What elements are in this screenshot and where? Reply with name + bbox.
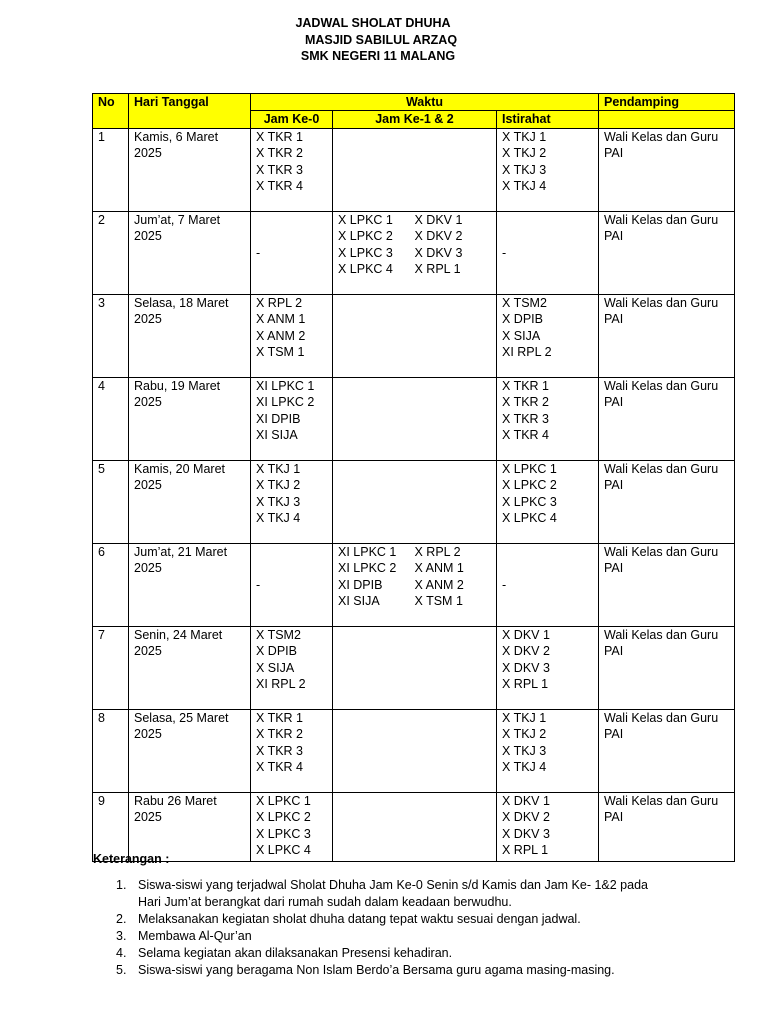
date-line: 2025 xyxy=(134,727,162,742)
cell-jam-ke-1-2 xyxy=(333,211,497,294)
class-line: X ANM 2 xyxy=(414,577,464,592)
cell-pendamping xyxy=(599,792,735,861)
pendamping-line: Wali Kelas dan Guru xyxy=(604,212,719,227)
cell-jam-ke-1-2 xyxy=(333,460,497,543)
date-line: Jum’at, 7 Maret xyxy=(134,212,221,227)
cell-istirahat: - xyxy=(497,543,599,626)
cell-istirahat: - xyxy=(497,211,599,294)
class-line: X TKR 4 xyxy=(502,428,550,443)
header-hari-tanggal: Hari Tanggal xyxy=(129,94,251,129)
class-line: X DKV 2 xyxy=(502,810,550,825)
cell-jam-ke-1-2 xyxy=(333,792,497,861)
cell-jam-ke-0 xyxy=(251,792,333,861)
class-line: X DKV 1 xyxy=(502,793,550,808)
class-line: XI LPKC 2 xyxy=(338,561,397,576)
class-line: X TKR 2 xyxy=(502,395,550,410)
class-line: X TKR 4 xyxy=(256,179,304,194)
class-line: XI RPL 2 xyxy=(502,345,552,360)
class-line: X TKR 3 xyxy=(256,743,304,758)
cell-hari-tanggal xyxy=(129,460,251,543)
class-line: X LPKC 3 xyxy=(338,245,393,260)
table-row xyxy=(93,128,735,211)
class-line: X LPKC 2 xyxy=(338,229,393,244)
class-line: X DKV 1 xyxy=(414,212,463,227)
cell-jam-ke-1-2 xyxy=(333,709,497,792)
class-line: X LPKC 2 xyxy=(256,810,311,825)
table-row xyxy=(93,211,735,294)
class-line: X TKR 1 xyxy=(256,129,304,144)
class-line: X TKR 1 xyxy=(256,710,304,725)
class-line: X LPKC 3 xyxy=(256,826,311,841)
date-line: Jum’at, 21 Maret xyxy=(134,544,228,559)
note-text: Hari Jum’at berangkat dari rumah sudah dalam keadaan berwudhu. xyxy=(138,895,512,909)
cell-istirahat xyxy=(497,377,599,460)
cell-jam-ke-0: - xyxy=(251,543,333,626)
cell-hari-tanggal xyxy=(129,626,251,709)
pendamping-line: Wali Kelas dan Guru xyxy=(604,378,719,393)
cell-jam-ke-0 xyxy=(251,128,333,211)
class-line: XI LPKC 1 xyxy=(338,544,397,559)
class-line: X DKV 3 xyxy=(502,660,550,675)
table-row xyxy=(93,709,735,792)
header-no: No xyxy=(93,94,129,129)
title-line-3: SMK NEGERI 11 MALANG xyxy=(300,49,456,63)
keterangan-title: Keterangan : xyxy=(93,852,170,866)
class-line: X DKV 2 xyxy=(502,644,550,659)
class-line: X SIJA xyxy=(256,660,295,675)
cell-hari-tanggal xyxy=(129,128,251,211)
cell-pendamping xyxy=(599,128,735,211)
date-line: 2025 xyxy=(134,146,162,161)
note-item xyxy=(116,962,768,979)
cell-jam-ke-1-2 xyxy=(333,543,497,626)
cell-no: 7 xyxy=(93,626,129,709)
class-line: X RPL 2 xyxy=(256,295,303,310)
class-line: XI RPL 2 xyxy=(256,677,306,692)
class-line: X LPKC 4 xyxy=(256,843,311,858)
cell-no: 5 xyxy=(93,460,129,543)
pendamping-line: PAI xyxy=(604,561,624,576)
class-line: X TKR 4 xyxy=(256,760,304,775)
pendamping-line: PAI xyxy=(604,727,624,742)
class-line: X ANM 2 xyxy=(256,328,306,343)
class-line: X ANM 1 xyxy=(414,561,464,576)
class-line: X TKJ 4 xyxy=(502,760,547,775)
table-row xyxy=(93,377,735,460)
cell-istirahat xyxy=(497,626,599,709)
header-pendamping: Pendamping xyxy=(599,94,735,111)
class-line: XI SIJA xyxy=(256,428,298,443)
notes-list xyxy=(93,871,768,979)
cell-no: 1 xyxy=(93,128,129,211)
class-line: X TKJ 1 xyxy=(256,461,301,476)
pendamping-line: Wali Kelas dan Guru xyxy=(604,129,719,144)
class-line: XI LPKC 2 xyxy=(256,395,315,410)
class-line: X LPKC 4 xyxy=(502,511,557,526)
note-number: 2. xyxy=(116,912,127,926)
table-row xyxy=(93,294,735,377)
date-line: 2025 xyxy=(134,229,162,244)
cell-istirahat xyxy=(497,294,599,377)
note-number: 4. xyxy=(116,946,127,960)
date-line: 2025 xyxy=(134,561,162,576)
pendamping-line: Wali Kelas dan Guru xyxy=(604,544,719,559)
cell-jam-ke-0 xyxy=(251,294,333,377)
cell-jam-ke-1-2 xyxy=(333,626,497,709)
cell-hari-tanggal xyxy=(129,377,251,460)
table-row xyxy=(93,626,735,709)
class-line: X RPL 1 xyxy=(414,262,461,277)
class-line: X TSM 1 xyxy=(414,594,463,609)
jam-1-2-column-b xyxy=(415,212,492,278)
class-line: X LPKC 3 xyxy=(502,494,557,509)
cell-jam-ke-1-2 xyxy=(333,377,497,460)
table-row xyxy=(93,792,735,861)
note-number: 3. xyxy=(116,929,127,943)
note-text: Selama kegiatan akan dilaksanakan Presensi kehadiran. xyxy=(138,946,453,960)
cell-hari-tanggal xyxy=(129,211,251,294)
class-line: X TKJ 1 xyxy=(502,710,547,725)
class-line: XI SIJA xyxy=(338,594,380,609)
jam-1-2-column-a xyxy=(338,544,415,610)
pendamping-line: PAI xyxy=(604,810,624,825)
class-line: XI DPIB xyxy=(256,411,301,426)
class-line: X DKV 2 xyxy=(414,229,463,244)
title-line-1: JADWAL SHOLAT DHUHA xyxy=(295,16,451,30)
jam-1-2-column-b xyxy=(415,544,492,610)
class-line: X DKV 3 xyxy=(502,826,550,841)
cell-jam-ke-0: - xyxy=(251,211,333,294)
cell-no: 6 xyxy=(93,543,129,626)
class-line: X ANM 1 xyxy=(256,312,306,327)
class-line: X TKR 2 xyxy=(256,727,304,742)
cell-hari-tanggal xyxy=(129,709,251,792)
pendamping-line: PAI xyxy=(604,229,624,244)
date-line: Selasa, 18 Maret xyxy=(134,295,229,310)
class-line: X RPL 1 xyxy=(502,843,549,858)
class-line: X LPKC 1 xyxy=(338,212,393,227)
cell-istirahat xyxy=(497,792,599,861)
date-line: Rabu 26 Maret xyxy=(134,793,217,808)
cell-jam-ke-1-2 xyxy=(333,128,497,211)
note-item xyxy=(116,911,768,928)
class-line: X LPKC 2 xyxy=(502,478,557,493)
class-line: X TKR 3 xyxy=(502,411,550,426)
note-number: 5. xyxy=(116,963,127,977)
class-line: X TSM2 xyxy=(256,627,301,642)
header-jam-ke-1-2: Jam Ke-1 & 2 xyxy=(333,111,497,128)
date-line: Rabu, 19 Maret xyxy=(134,378,221,393)
date-line: 2025 xyxy=(134,395,162,410)
class-line: XI DPIB xyxy=(338,577,383,592)
note-item xyxy=(116,928,768,945)
pendamping-line: PAI xyxy=(604,644,624,659)
cell-pendamping xyxy=(599,543,735,626)
cell-pendamping xyxy=(599,626,735,709)
pendamping-line: PAI xyxy=(604,478,624,493)
cell-jam-ke-1-2 xyxy=(333,294,497,377)
cell-jam-ke-0 xyxy=(251,626,333,709)
cell-no: 4 xyxy=(93,377,129,460)
class-line: X RPL 2 xyxy=(414,544,461,559)
cell-pendamping xyxy=(599,460,735,543)
note-text: Melaksanakan kegiatan sholat dhuha datang tepat waktu sesuai dengan jadwal. xyxy=(138,912,581,926)
cell-jam-ke-0 xyxy=(251,460,333,543)
pendamping-line: Wali Kelas dan Guru xyxy=(604,627,719,642)
cell-hari-tanggal xyxy=(129,543,251,626)
date-line: 2025 xyxy=(134,478,162,493)
cell-istirahat xyxy=(497,709,599,792)
pendamping-line: PAI xyxy=(604,312,624,327)
header-jam-ke-0: Jam Ke-0 xyxy=(251,111,333,128)
note-item xyxy=(116,945,768,962)
header-pendamping-sub xyxy=(599,111,735,128)
pendamping-line: Wali Kelas dan Guru xyxy=(604,710,719,725)
class-line: X TKR 3 xyxy=(256,162,304,177)
date-line: Kamis, 20 Maret xyxy=(134,461,226,476)
class-line: X TKJ 4 xyxy=(502,179,547,194)
header-waktu: Waktu xyxy=(251,94,599,111)
class-line: X TKJ 2 xyxy=(502,146,547,161)
table-row xyxy=(93,543,735,626)
pendamping-line: PAI xyxy=(604,146,624,161)
cell-pendamping xyxy=(599,294,735,377)
class-line: X TKJ 1 xyxy=(502,129,547,144)
class-line: X SIJA xyxy=(502,328,541,343)
note-text: Siswa-siswi yang beragama Non Islam Berdo’a Bersama guru agama masing-masing. xyxy=(138,963,615,977)
class-line: X TKJ 2 xyxy=(256,478,301,493)
class-line: X TKJ 2 xyxy=(502,727,547,742)
class-line: X TKR 1 xyxy=(502,378,550,393)
class-line: X LPKC 1 xyxy=(256,793,311,808)
class-line: X TKJ 3 xyxy=(256,494,301,509)
date-line: 2025 xyxy=(134,312,162,327)
date-line: 2025 xyxy=(134,644,162,659)
date-line: 2025 xyxy=(134,810,162,825)
class-line: X TKJ 4 xyxy=(256,511,301,526)
cell-hari-tanggal xyxy=(129,294,251,377)
note-text: Membawa Al-Qur’an xyxy=(138,929,252,943)
note-text: Siswa-siswi yang terjadwal Sholat Dhuha Jam Ke-0 Senin s/d Kamis dan Jam Ke- 1&2 pada xyxy=(138,878,648,892)
cell-no: 3 xyxy=(93,294,129,377)
class-line: X DPIB xyxy=(256,644,297,659)
class-line: XI LPKC 1 xyxy=(256,378,315,393)
cell-pendamping xyxy=(599,211,735,294)
pendamping-line: Wali Kelas dan Guru xyxy=(604,793,719,808)
title-line-2: MASJID SABILUL ARZAQ xyxy=(304,32,458,47)
header-istirahat: Istirahat xyxy=(497,111,599,128)
class-line: X DPIB xyxy=(502,312,543,327)
class-line: X TSM2 xyxy=(502,295,547,310)
cell-istirahat xyxy=(497,128,599,211)
cell-hari-tanggal xyxy=(129,792,251,861)
cell-no: 8 xyxy=(93,709,129,792)
note-item xyxy=(116,877,768,911)
date-line: Selasa, 25 Maret xyxy=(134,710,229,725)
date-line: Kamis, 6 Maret xyxy=(134,129,219,144)
document-title-block xyxy=(0,15,768,65)
class-line: X DKV 1 xyxy=(502,627,550,642)
cell-no: 9 xyxy=(93,792,129,861)
class-line: X TKJ 3 xyxy=(502,743,547,758)
cell-istirahat xyxy=(497,460,599,543)
class-line: X LPKC 1 xyxy=(502,461,557,476)
class-line: X TKJ 3 xyxy=(502,162,547,177)
cell-jam-ke-0 xyxy=(251,377,333,460)
cell-pendamping xyxy=(599,709,735,792)
class-line: X TKR 2 xyxy=(256,146,304,161)
table-row xyxy=(93,460,735,543)
date-line: Senin, 24 Maret xyxy=(134,627,223,642)
jam-1-2-column-a xyxy=(338,212,415,278)
pendamping-line: Wali Kelas dan Guru xyxy=(604,295,719,310)
class-line: X DKV 3 xyxy=(414,245,463,260)
class-line: X RPL 1 xyxy=(502,677,549,692)
class-line: X TSM 1 xyxy=(256,345,305,360)
cell-pendamping xyxy=(599,377,735,460)
cell-no: 2 xyxy=(93,211,129,294)
pendamping-line: PAI xyxy=(604,395,624,410)
class-line: X LPKC 4 xyxy=(338,262,393,277)
schedule-table xyxy=(92,93,735,862)
note-number: 1. xyxy=(116,878,127,892)
pendamping-line: Wali Kelas dan Guru xyxy=(604,461,719,476)
cell-jam-ke-0 xyxy=(251,709,333,792)
